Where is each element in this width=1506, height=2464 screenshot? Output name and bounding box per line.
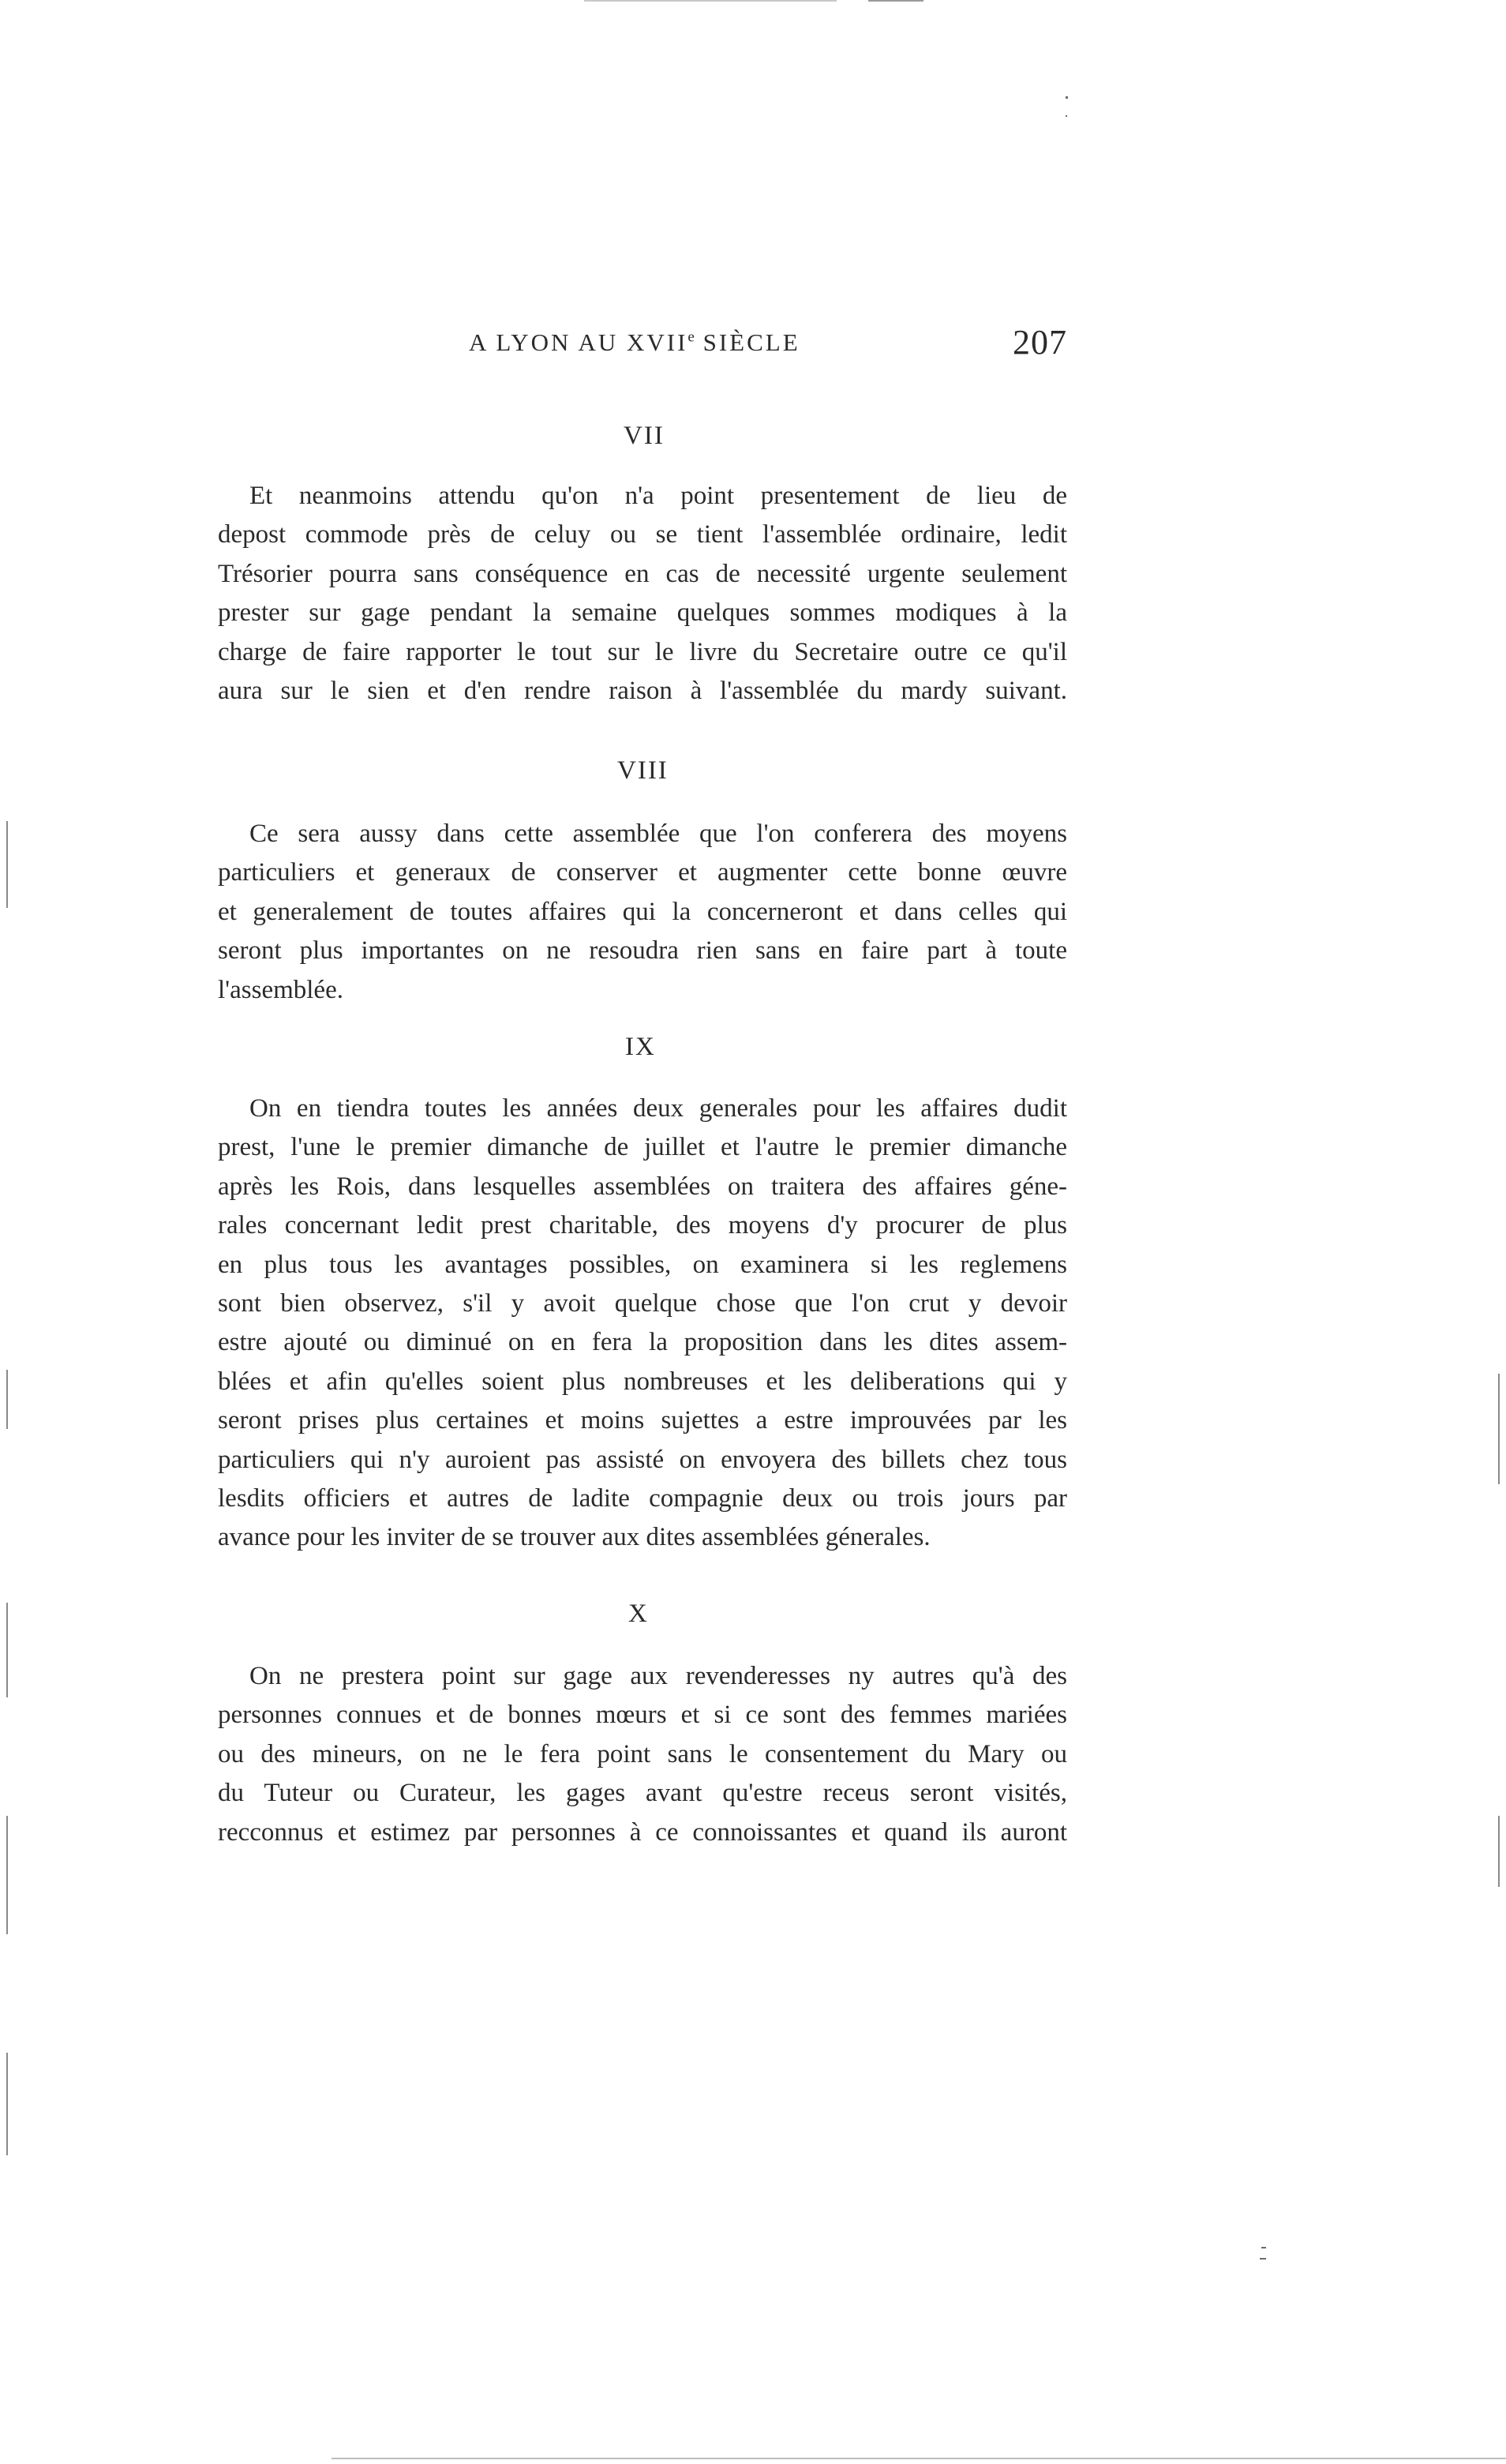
section-heading-x: X: [628, 1600, 649, 1628]
scan-mark: [1260, 2258, 1266, 2260]
text-line: aura sur le sien et d'en rendre raison à l'assemblée du mardy suivant.: [218, 676, 1067, 705]
text-line: rales concernant ledit prest charitable, des moyens d'y procurer de plus: [218, 1211, 1067, 1240]
scan-mark: [868, 0, 923, 2]
running-title: [469, 328, 800, 357]
text-line: Trésorier pourra sans conséquence en cas de necessité urgente seulement: [218, 559, 1067, 588]
text-line: personnes connues et de bonnes mœurs et si ce sont des femmes mariées: [218, 1701, 1067, 1730]
text-line: recconnus et estimez par personnes à ce connoissantes et quand ils auront: [218, 1817, 1067, 1847]
paragraph-vii: [218, 477, 1067, 711]
scan-mark: [332, 2458, 1506, 2459]
text-line: seront prises plus certaines et moins sujettes a estre improuvées par les: [218, 1406, 1067, 1435]
scan-edge: [6, 1370, 8, 1429]
text-line: particuliers et generaux de conserver et augmenter cette bonne œuvre: [218, 858, 1067, 887]
paragraph-ix: [218, 1089, 1067, 1558]
text-line: du Tuteur ou Curateur, les gages avant qu'estre receus seront visités,: [218, 1779, 1067, 1808]
scan-edge: [1498, 1374, 1500, 1484]
running-title-text: A LYON AU XVII: [469, 328, 688, 356]
text-line: ou des mineurs, on ne le fera point sans le consentement du Mary ou: [218, 1739, 1067, 1768]
text-line: lesdits officiers et autres de ladite compagnie deux ou trois jours par: [218, 1483, 1067, 1513]
scan-mark: [1261, 2247, 1266, 2248]
text-line: Ce sera aussy dans cette assemblée que l'on conferera des moyens: [249, 819, 1067, 848]
text-line: prester sur gage pendant la semaine quelques sommes modiques à la: [218, 598, 1067, 628]
text-line: Et neanmoins attendu qu'on n'a point presentement de lieu de: [249, 482, 1067, 510]
scan-edge: [1498, 1816, 1500, 1887]
text-line: blées et afin qu'elles soient plus nombreuses et les deliberations qui y: [218, 1367, 1067, 1396]
section-heading-vii: VII: [624, 422, 665, 450]
text-line: après les Rois, dans lesquelles assemblées on traitera des affaires géne-: [218, 1172, 1067, 1201]
paragraph-viii: [218, 815, 1067, 1010]
scan-edge: [6, 1603, 8, 1697]
scan-mark: [1066, 96, 1068, 99]
running-title-century: SIÈCLE: [694, 328, 800, 356]
scan-mark: [1066, 115, 1067, 117]
text-line: estre ajouté ou diminué on en fera la proposition dans les dites assem-: [218, 1328, 1067, 1357]
text-line: particuliers qui n'y auroient pas assisté on envoyera des billets chez tous: [218, 1445, 1067, 1474]
section-heading-ix: IX: [625, 1033, 656, 1061]
text-line: seront plus importantes on ne resoudra rien sans en faire part à toute: [218, 936, 1067, 966]
scan-edge: [6, 1816, 8, 1934]
text-line: depost commode près de celuy ou se tient l'assemblée ordinaire, ledit: [218, 520, 1067, 549]
running-title-superscript: e: [687, 328, 695, 346]
page-number: 207: [1013, 323, 1067, 362]
text-line: avance pour les inviter de se trouver aux dites assemblées génerales.: [218, 1523, 931, 1552]
text-line: charge de faire rapporter le tout sur le livre du Secretaire outre ce qu'il: [218, 637, 1067, 666]
paragraph-x: [218, 1657, 1067, 1852]
text-line: l'assemblée.: [218, 975, 343, 1004]
scan-mark: [584, 0, 837, 2]
text-line: On ne prestera point sur gage aux revenderesses ny autres qu'à des: [249, 1662, 1067, 1690]
text-line: sont bien observez, s'il y avoit quelque chose que l'on crut y devoir: [218, 1288, 1067, 1318]
scan-edge: [6, 2053, 8, 2155]
running-head: [218, 322, 1067, 366]
text-line: On en tiendra toutes les années deux generales pour les affaires dudit: [249, 1094, 1067, 1123]
text-line: prest, l'une le premier dimanche de juillet et l'autre le premier dimanche: [218, 1133, 1067, 1162]
text-line: en plus tous les avantages possibles, on examinera si les reglemens: [218, 1250, 1067, 1279]
text-line: et generalement de toutes affaires qui la concerneront et dans celles qui: [218, 897, 1067, 926]
scan-edge: [6, 821, 8, 908]
section-heading-viii: VIII: [617, 756, 669, 785]
